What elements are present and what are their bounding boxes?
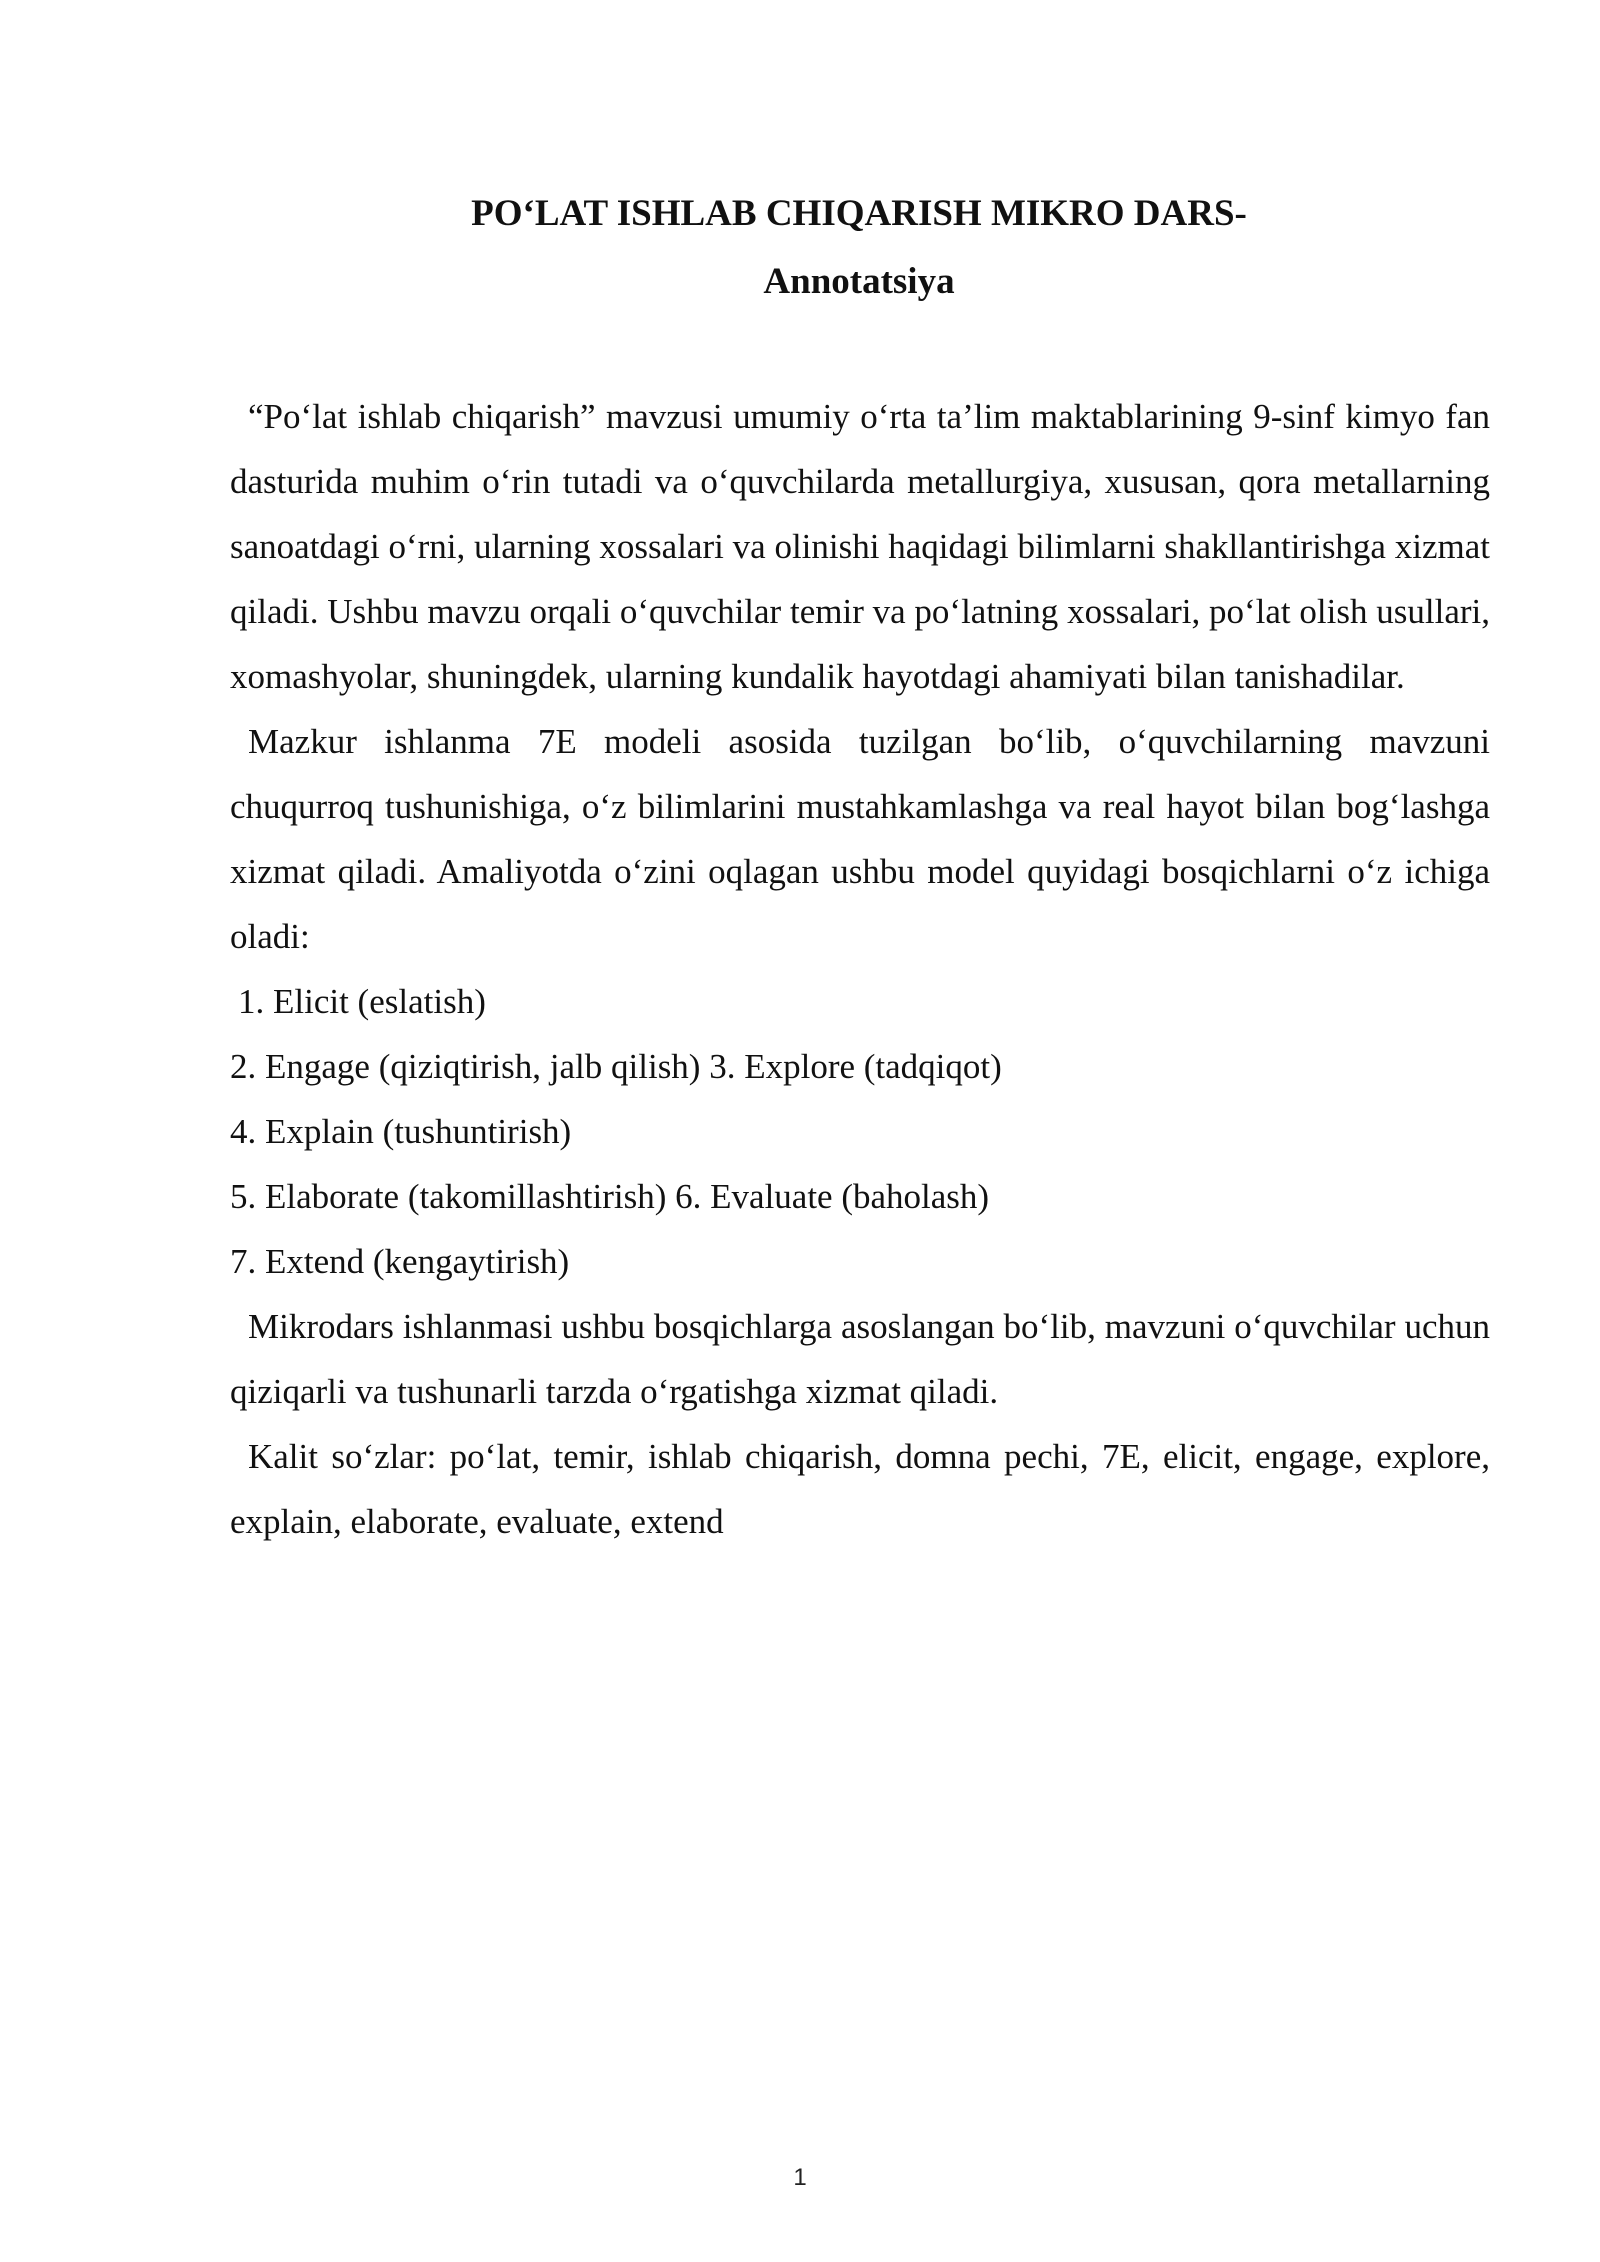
model-paragraph: Mazkur ishlanma 7E modeli asosida tuzilgan bo‘lib, o‘quvchilarning mavzuni chuqurroq tushunishiga, o‘z bilimlarini mustahkamlashga va real hayot bilan bog‘lashga xizmat qiladi. Amaliyotda o‘zini oqlagan ushbu model quyidagi bosqichlarni o‘z ichiga oladi:: [230, 722, 1490, 956]
stage-item-elaborate-evaluate: 5. Elaborate (takomillashtirish) 6. Evaluate (baholash): [230, 1177, 990, 1216]
stage-item-engage-explore: 2. Engage (qiziqtirish, jalb qilish) 3. Explore (tadqiqot): [230, 1047, 1002, 1086]
document-title: PO‘LAT ISHLAB CHIQARISH MIKRO DARS-: [471, 193, 1247, 234]
intro-paragraph: “Po‘lat ishlab chiqarish” mavzusi umumiy o‘rta ta’lim maktablarining 9-sinf kimyo fan dasturida muhim o‘rin tutadi va o‘quvchilarda metallurgiya, xususan, qora metallarning sanoatdagi o‘rni, ularning xossalari va olinishi haqidagi bilimlarni shakllantirishga xizmat qiladi. Ushbu mavzu orqali o‘quvchilar temir va po‘latning xossalari, po‘lat olish usullari, xomashyolar, shuningdek, ularning kundalik hayotdagi ahamiyati bilan tanishadilar.: [230, 397, 1490, 696]
document-subtitle: Annotatsiya: [763, 261, 955, 302]
page-number: 1: [793, 2164, 807, 2191]
stage-item-elicit: 1. Elicit (eslatish): [238, 982, 486, 1021]
document-body: [230, 384, 1490, 1554]
keywords-paragraph: Kalit so‘zlar: po‘lat, temir, ishlab chiqarish, domna pechi, 7E, elicit, engage, explore, explain, elaborate, evaluate, extend: [230, 1437, 1490, 1541]
stage-item-extend: 7. Extend (kengaytirish): [230, 1242, 570, 1281]
closing-paragraph: Mikrodars ishlanmasi ushbu bosqichlarga asoslangan bo‘lib, mavzuni o‘quvchilar uchun qiziqarli va tushunarli tarzda o‘rgatishga xizmat qiladi.: [230, 1307, 1490, 1411]
stage-item-explain: 4. Explain (tushuntirish): [230, 1112, 572, 1151]
